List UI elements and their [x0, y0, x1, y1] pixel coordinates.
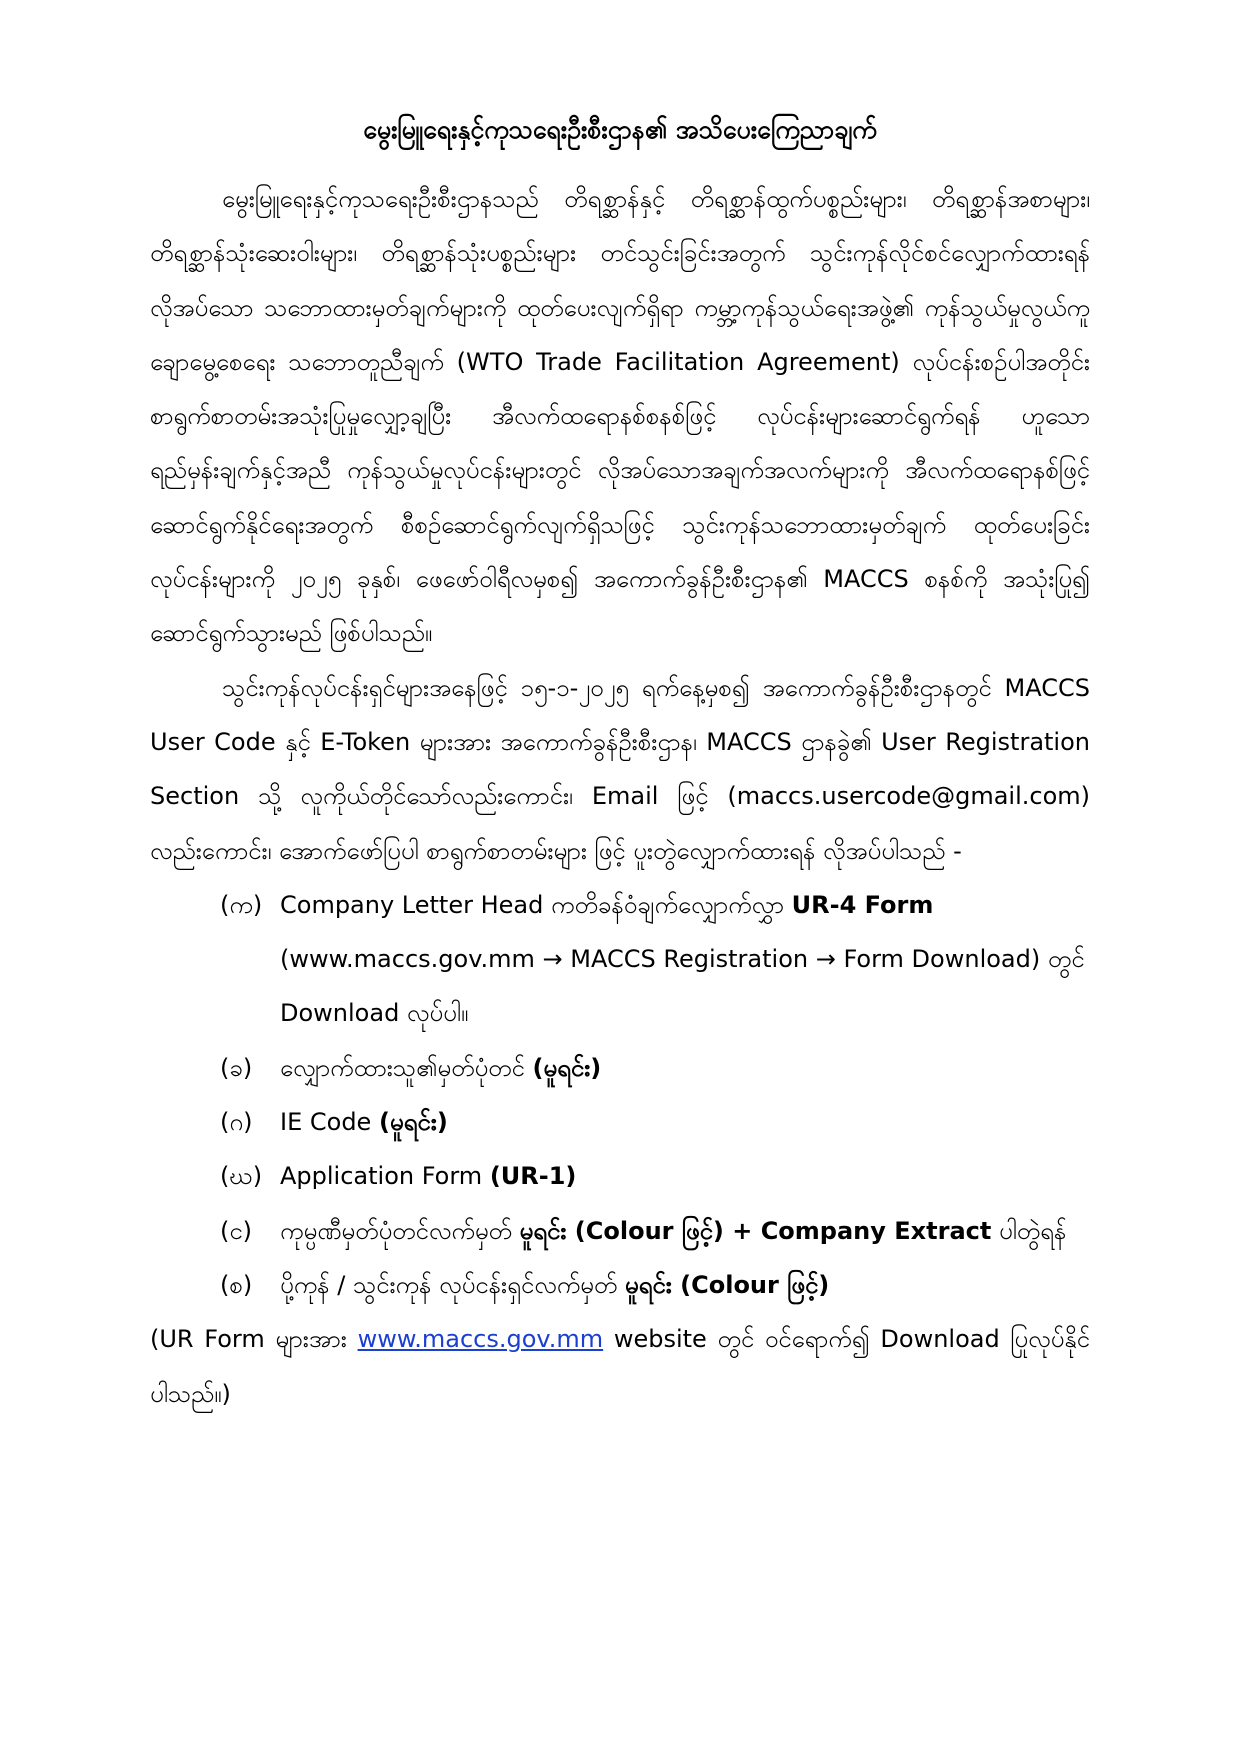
note-suffix: website တွင် ဝင်ရောက်၍ Download ပြုလုပ်နိုင်ပါသည်။) [150, 1325, 1090, 1408]
item-text: Application Form [280, 1162, 490, 1191]
download-note [150, 1312, 1090, 1421]
item-text: Company Letter Head ကတိခန်ဝံချက်လျှောက်လွှာ [280, 890, 792, 919]
item-text: ကုမ္ပဏီမှတ်ပုံတင်လက်မှတ် [280, 1216, 520, 1245]
list-item [150, 1041, 1090, 1095]
item-marker: (င) [220, 1216, 253, 1245]
paragraph-instructions: သွင်းကုန်လုပ်ငန်းရှင်များအနေဖြင့် ၁၅-၁-၂၀၂၅ ရက်နေ့မှစ၍ အကောက်ခွန်ဦးစီးဌာနတွင် MACCS User Code နှင့် E-Token များအား အကောက်ခွန်ဦးစီးဌာန၊ MACCS ဌာနခွဲ၏ User Registration Section သို့ လူကိုယ်တိုင်သော်လည်းကောင်း၊ Email ဖြင့် (maccs.usercode@gmail.com) လည်းကောင်း၊ အောက်ဖော်ပြပါ စာရွက်စာတမ်းများ ဖြင့် ပူးတွဲလျှောက်ထားရန် လိုအပ်ပါသည် - [150, 673, 1090, 865]
item-text-continued: ပါတွဲရန် [991, 1216, 1067, 1245]
document-page [150, 110, 1090, 1421]
item-bold-text: (မူရင်း) [532, 1053, 602, 1082]
item-bold-text: (မူရင်း) [378, 1108, 448, 1137]
item-marker: (ဃ) [220, 1162, 263, 1191]
item-bold-text: UR-4 Form [791, 890, 934, 919]
list-item [150, 878, 1090, 1041]
item-text: IE Code [280, 1108, 379, 1137]
item-bold-text: မူရင်း (Colour ဖြင့်) [624, 1270, 830, 1299]
paragraph-intro: မွေးမြူရေးနှင့်ကုသရေးဦးစီးဌာနသည် တိရစ္ဆာန်နှင့် တိရစ္ဆာန်ထွက်ပစ္စည်းများ၊ တိရစ္ဆာန်အစာများ၊ တိရစ္ဆာန်သုံးဆေးဝါးများ၊ တိရစ္ဆာန်သုံးပစ္စည်းများ တင်သွင်းခြင်းအတွက် သွင်းကုန်လိုင်စင်လျှောက်ထားရန် လိုအပ်သော သဘောထားမှတ်ချက်များကို ထုတ်ပေးလျက်ရှိရာ ကမ္ဘာ့ကုန်သွယ်ရေးအဖွဲ့၏ ကုန်သွယ်မှုလွယ်ကူချောမွေ့စေရေး သဘောတူညီချက် (WTO Trade Facilitation Agreement) လုပ်ငန်းစဉ်ပါအတိုင်း စာရွက်စာတမ်းအသုံးပြုမှုလျှော့ချပြီး အီလက်ထရောနစ်စနစ်ဖြင့် လုပ်ငန်းများဆောင်ရွက်ရန် ဟူသောရည်မှန်းချက်နှင့်အညီ ကုန်သွယ်မှုလုပ်ငန်းများတွင် လိုအပ်သောအချက်အလက်များကို အီလက်ထရောနစ်ဖြင့် ဆောင်ရွက်နိုင်ရေးအတွက် စီစဉ်ဆောင်ရွက်လျက်ရှိသဖြင့် သွင်းကုန်သဘောထားမှတ်ချက် ထုတ်ပေးခြင်းလုပ်ငန်းများကို ၂၀၂၅ ခုနှစ်၊ ဖေဖော်ဝါရီလမှစ၍ အကောက်ခွန်ဦးစီးဌာန၏ MACCS စနစ်ကို အသုံးပြု၍ ဆောင်ရွက်သွားမည် ဖြစ်ပါသည်။ [150, 185, 1090, 648]
item-marker: (က) [220, 890, 263, 919]
required-documents-list [150, 878, 1090, 1312]
list-item [150, 1204, 1090, 1258]
list-item [150, 1149, 1090, 1203]
note-prefix: (UR Form များအား [150, 1325, 358, 1354]
document-title: မွေးမြူရေးနှင့်ကုသရေးဦးစီးဌာန၏ အသိပေးကြေညာချက် [363, 115, 877, 144]
item-marker: (ဂ) [220, 1108, 253, 1137]
item-text-continued: (www.maccs.gov.mm → MACCS Registration → Form Download) တွင် Download လုပ်ပါ။ [280, 945, 1085, 1028]
item-marker: (စ) [220, 1270, 253, 1299]
list-item [150, 1095, 1090, 1149]
maccs-website-link[interactable]: www.maccs.gov.mm [357, 1325, 604, 1354]
item-bold-text: (UR-1) [489, 1162, 577, 1191]
item-bold-text: မူရင်း (Colour ဖြင့်) + Company Extract [519, 1216, 992, 1245]
item-text: ပို့ကုန် / သွင်းကုန် လုပ်ငန်းရှင်လက်မှတ် [280, 1270, 625, 1299]
item-text: လျှောက်ထားသူ၏မှတ်ပုံတင် [280, 1053, 533, 1082]
list-item [150, 1258, 1090, 1312]
item-marker: (ခ) [220, 1053, 253, 1082]
